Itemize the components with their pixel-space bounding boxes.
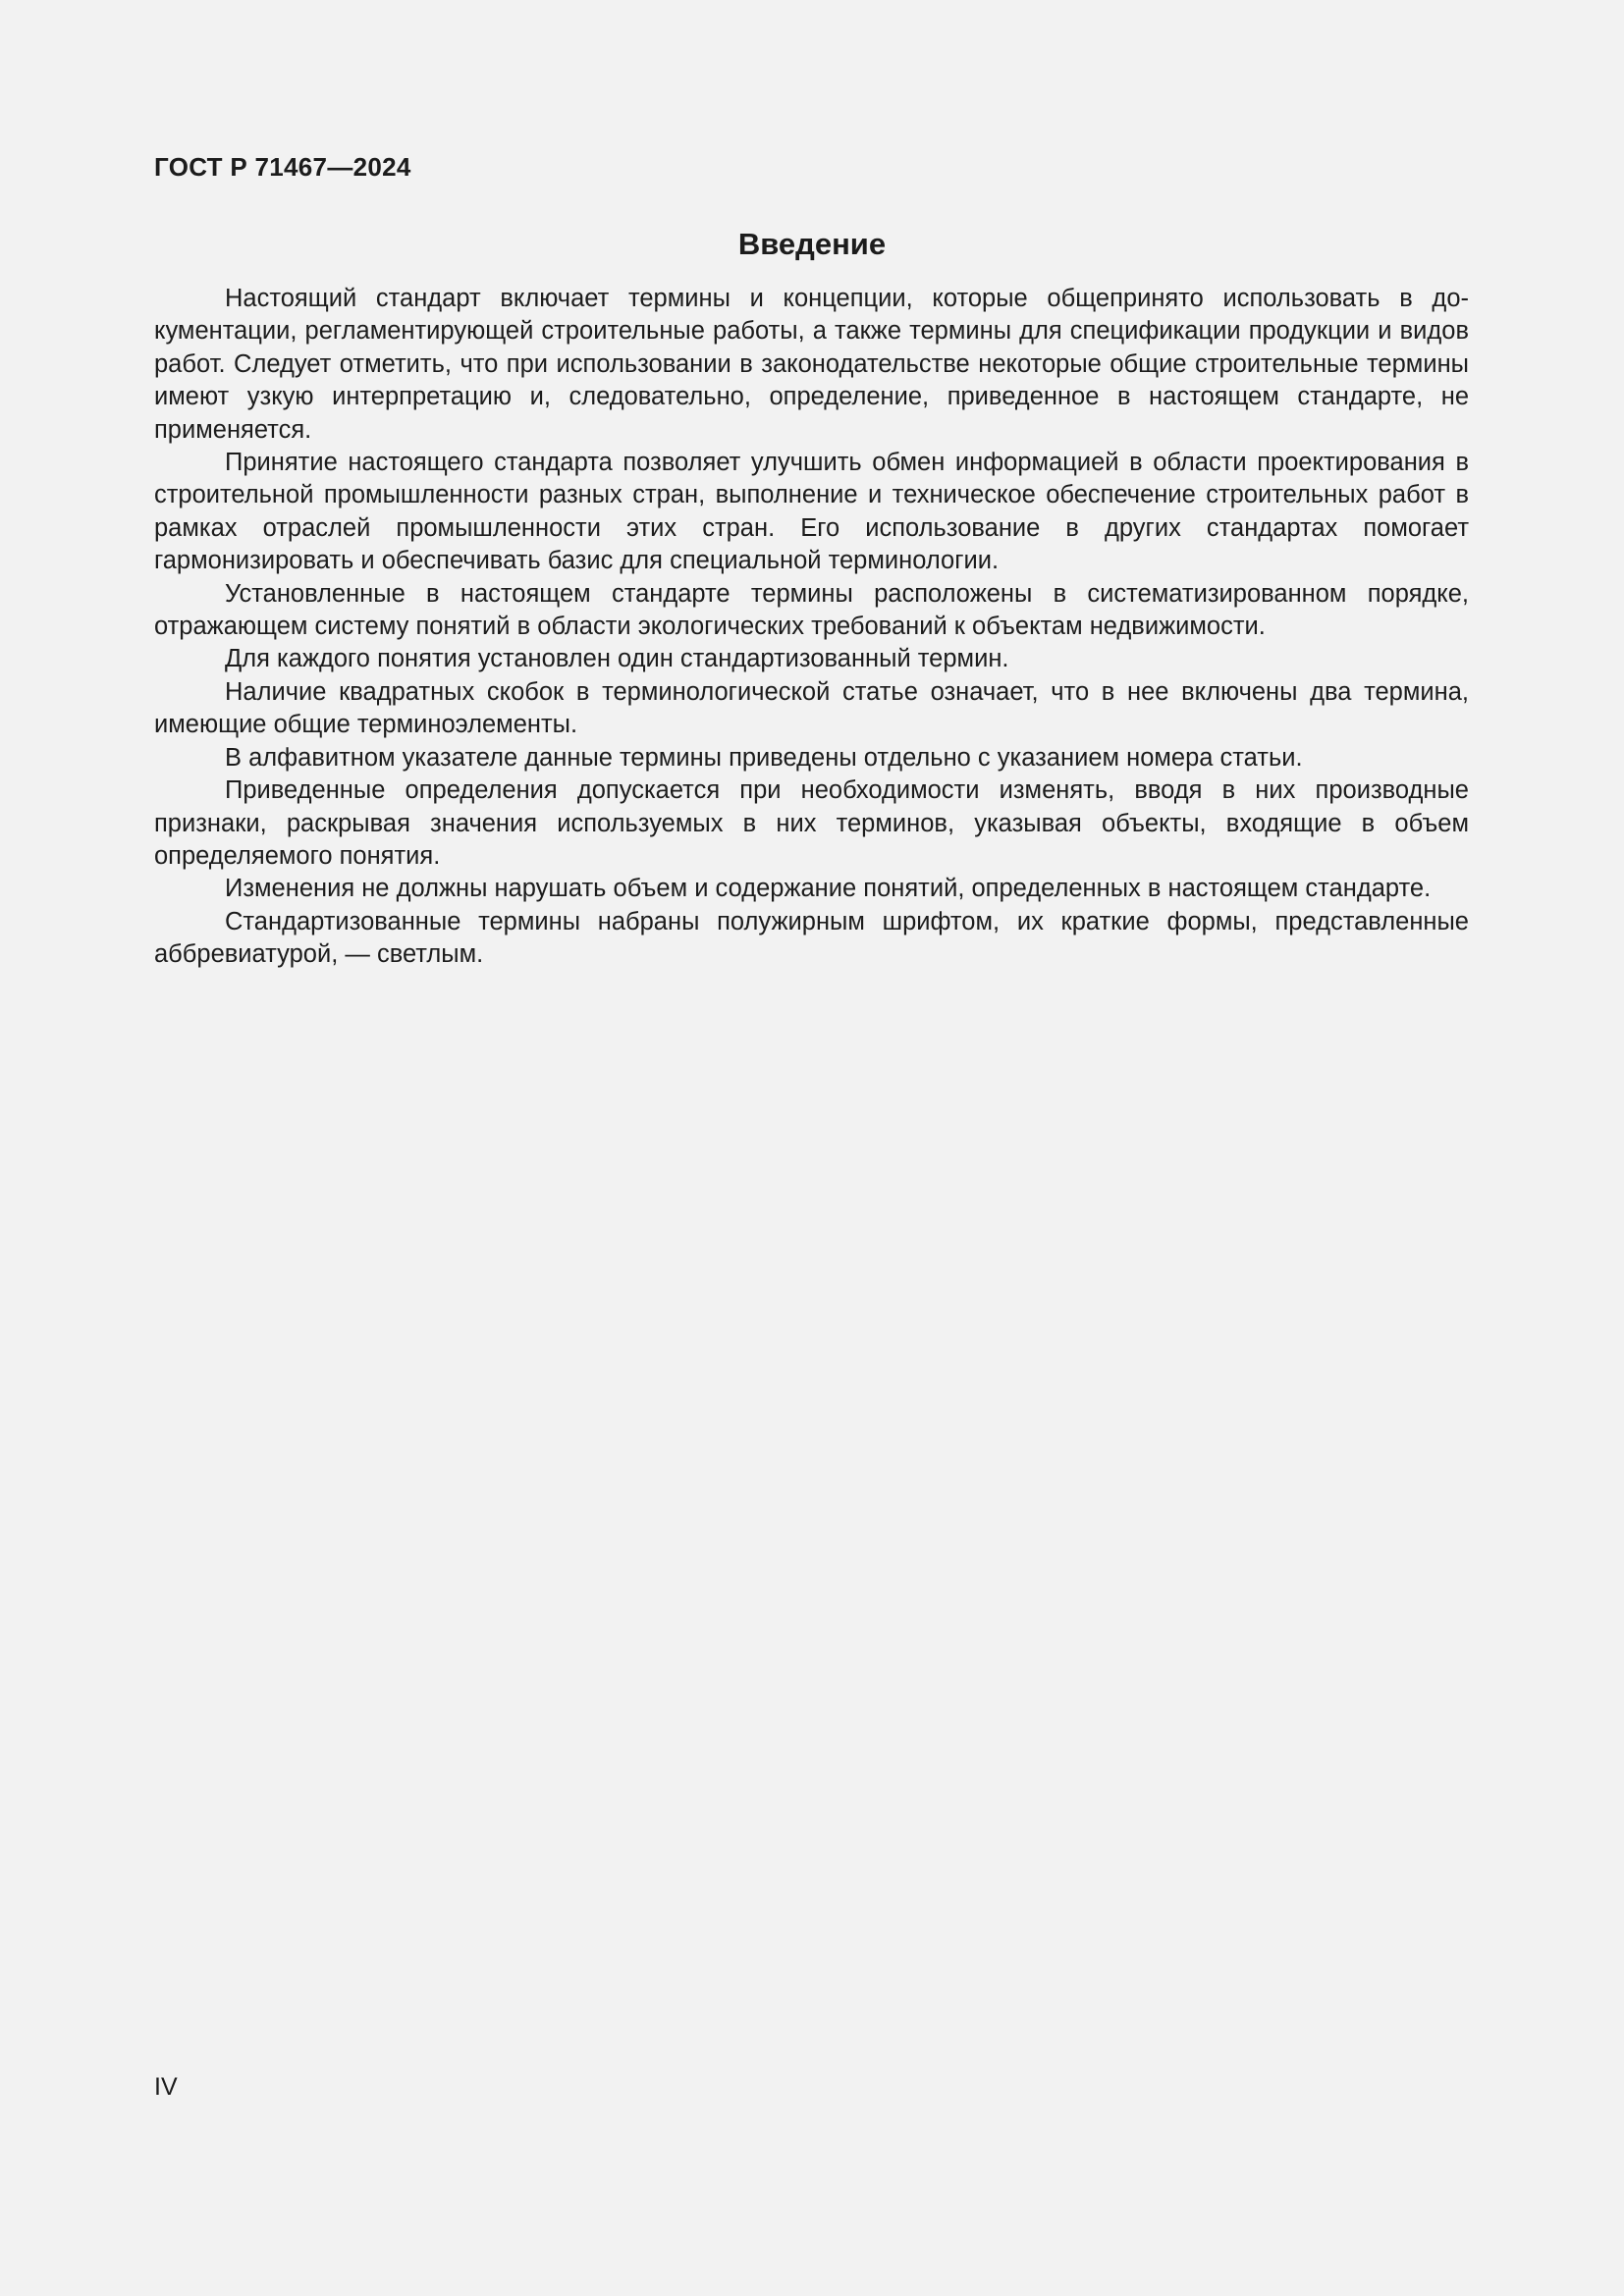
document-code: ГОСТ Р 71467—2024 bbox=[154, 152, 411, 182]
page-number: IV bbox=[154, 2073, 178, 2101]
paragraph: Для каждого понятия установлен один стандартизованный термин. bbox=[225, 645, 1009, 673]
paragraph: В алфавитном указателе данные термины приведены отдельно с указанием номера статьи. bbox=[225, 743, 1303, 772]
paragraph: Стандартизованные термины набраны полужирным шрифтом, их краткие формы, представленные аббревиатурой, — светлым. bbox=[154, 907, 1469, 969]
paragraph: Наличие квадратных скобок в терминологической статье означает, что в нее включены два термина, имеющие общие терминоэлементы. bbox=[154, 677, 1469, 739]
paragraph: Принятие настоящего стандарта позволяет улучшить обмен информацией в области проектирования в строительной промышленности разных стран, выполнение и техническое обеспечение строительных работ в рамках отраслей промышленности этих стран. Его использование в других стандартах помогает гармонизировать и обеспечивать базис для специальной терминологии. bbox=[154, 449, 1469, 575]
paragraph: Изменения не должны нарушать объем и содержание понятий, определенных в настоящем стандарте. bbox=[225, 875, 1432, 903]
introduction-body bbox=[154, 283, 1469, 972]
section-title: Введение bbox=[737, 227, 887, 261]
paragraph: Настоящий стандарт включает термины и концепции, которые общепринято использовать в документации, регламентирующей строительные работы, а также термины для спецификации продукции и видов работ. Следует отметить, что при использовании в законодательстве некоторые общие строительные термины имеют узкую интерпретацию и, следовательно, определение, приведенное в настоящем стандарте, не применяется. bbox=[154, 285, 1469, 444]
paragraph: Приведенные определения допускается при необходимости изменять, вводя в них производные признаки, раскрывая значения используемых в них терминов, указывая объекты, входящие в объем определяемого понятия. bbox=[154, 776, 1469, 870]
paragraph: Установленные в настоящем стандарте термины расположены в систематизированном порядке, отражающем систему понятий в области экологических требований к объектам недвижимости. bbox=[154, 579, 1469, 641]
